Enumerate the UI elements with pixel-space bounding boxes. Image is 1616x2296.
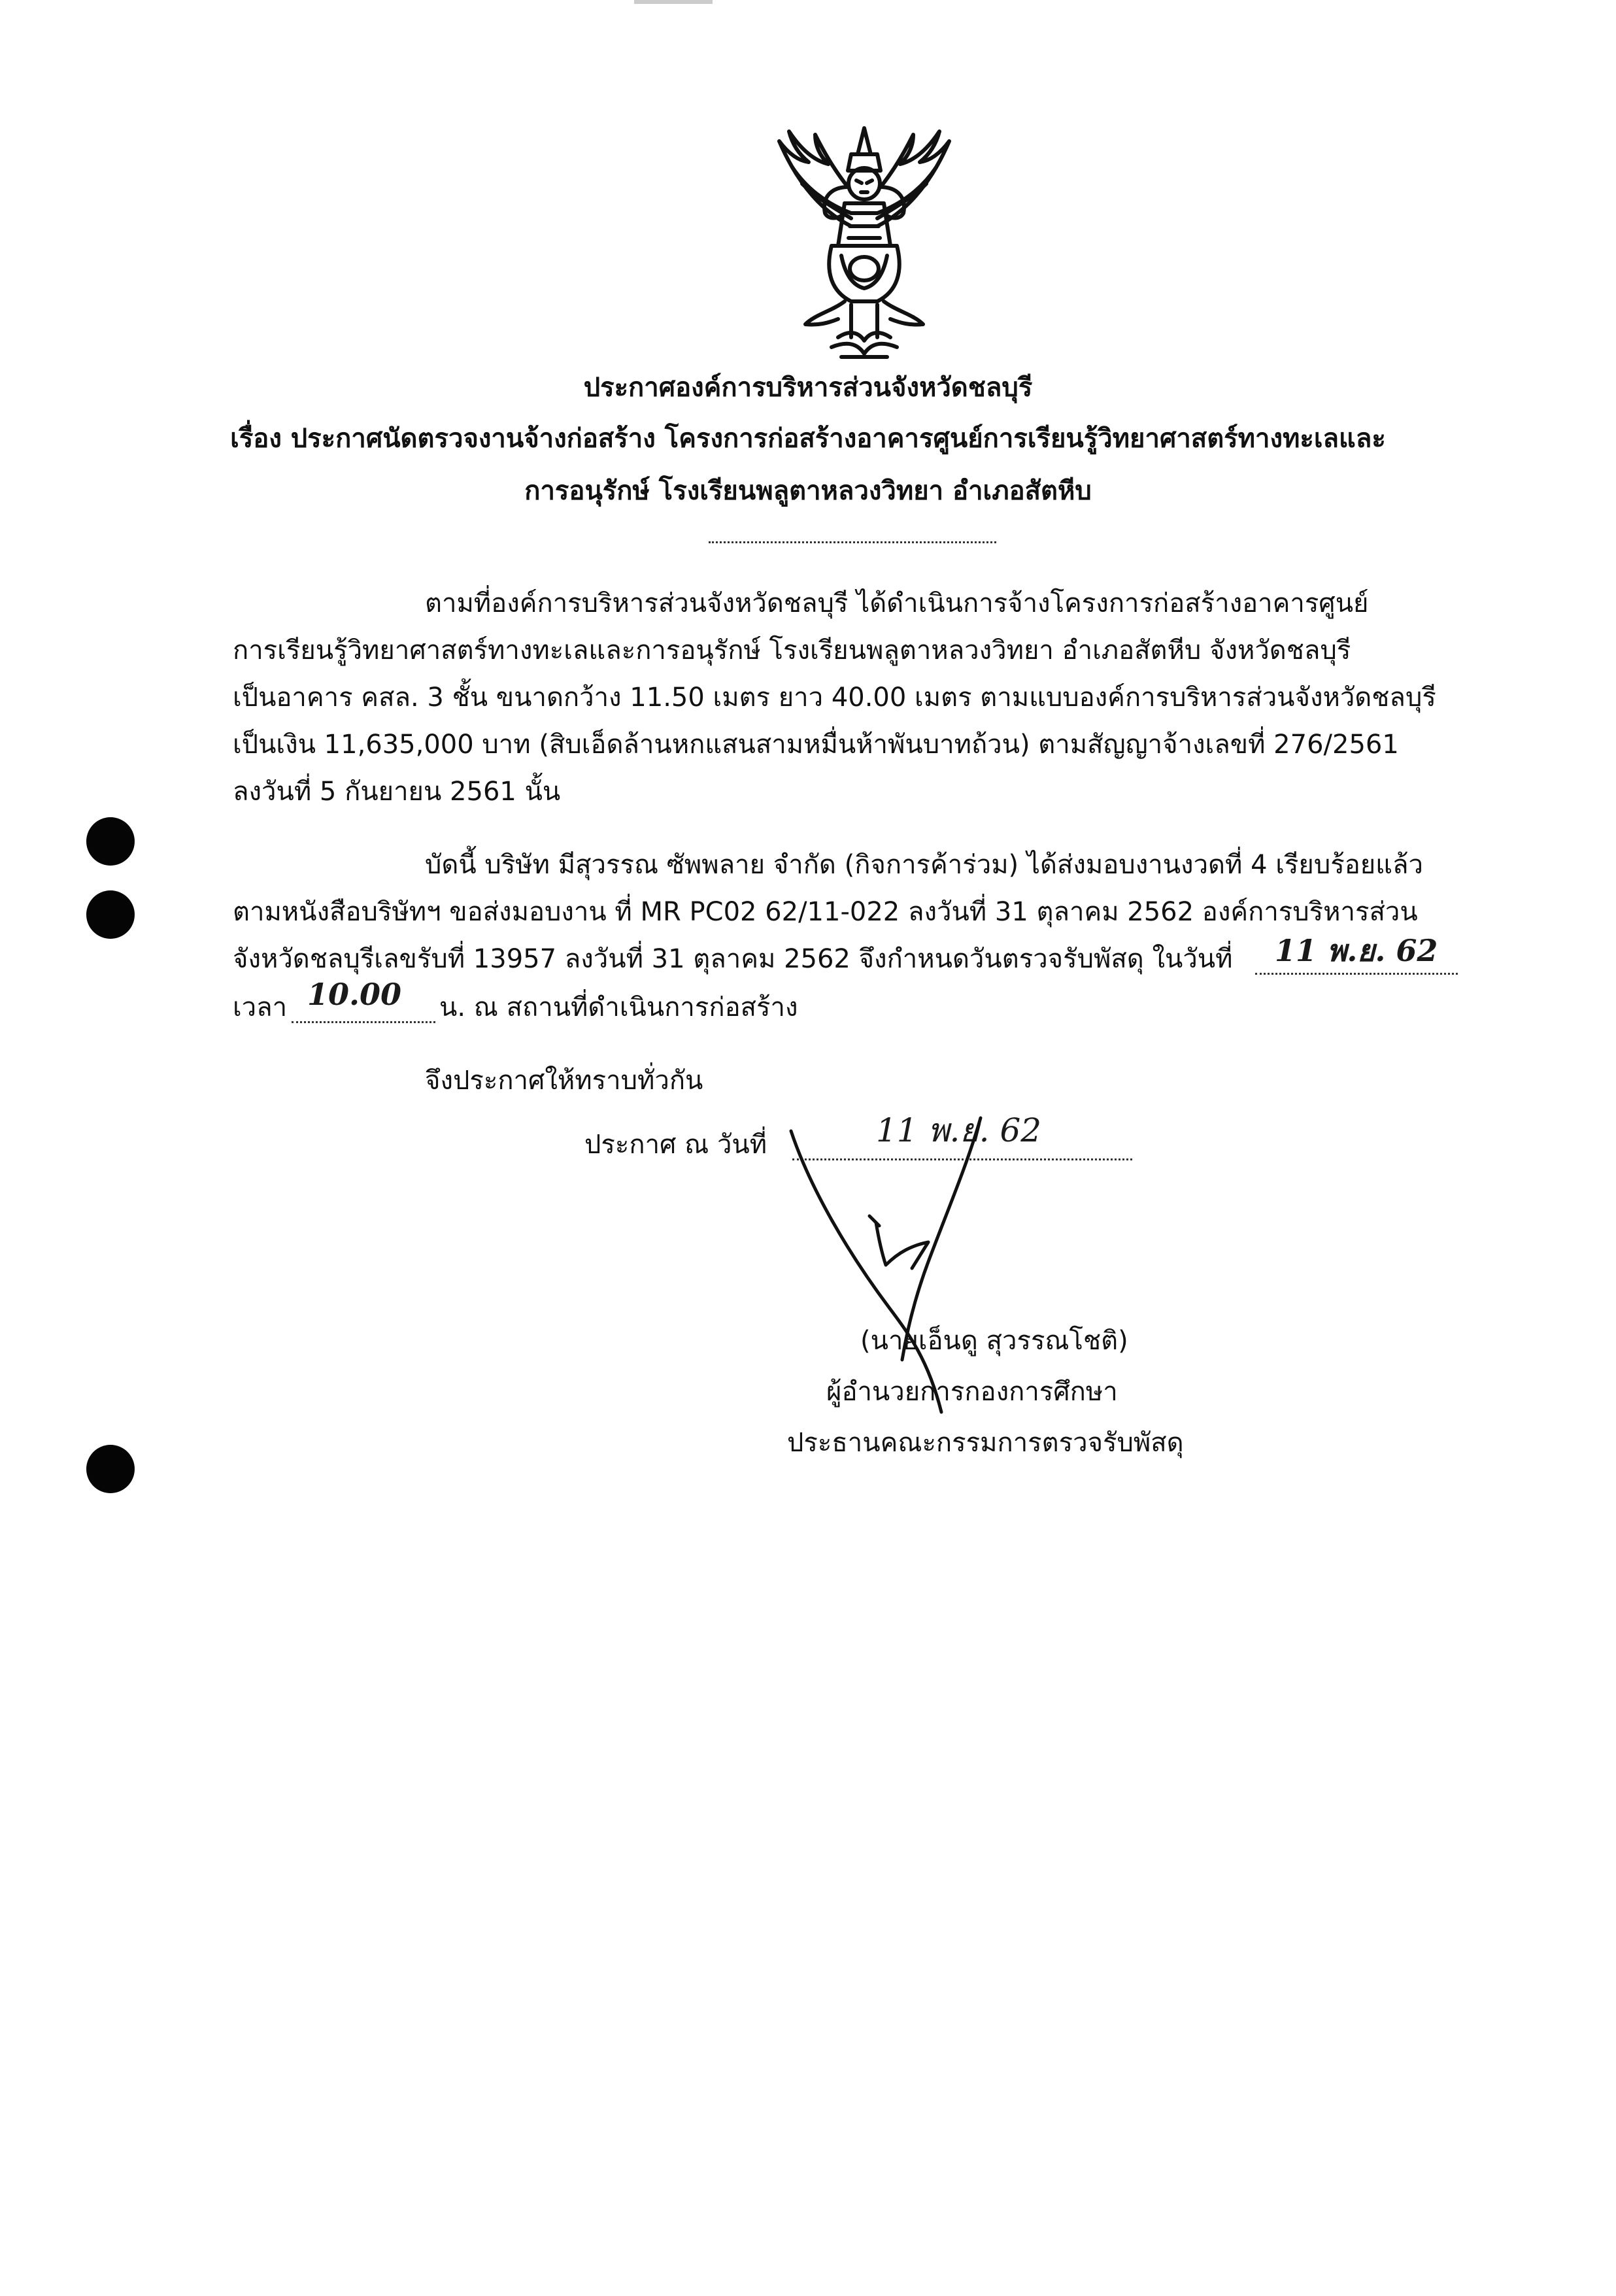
closing-text: จึงประกาศให้ทราบทั่วกัน <box>425 1066 703 1096</box>
para1-line: การเรียนรู้วิทยาศาสตร์ทางทะเลและการอนุรักษ์ โรงเรียนพลูตาหลวงวิทยา อำเภอสัตหีบ จังหวัดชลบุรี <box>233 635 1351 666</box>
para1-line: ลงวันที่ 5 กันยายน 2561 นั้น <box>233 777 561 807</box>
announce-date-label: ประกาศ ณ วันที่ <box>584 1130 767 1160</box>
header-divider <box>709 541 996 543</box>
subject-line-1: เรื่อง ประกาศนัดตรวจงานจ้างก่อสร้าง โครงการก่อสร้างอาคารศูนย์การเรียนรู้วิทยาศาสตร์ทางทะเลและ <box>230 424 1386 454</box>
para1-line: เป็นเงิน 11,635,000 บาท (สิบเอ็ดล้านหกแสนสามหมื่นห้าพันบาทถ้วน) ตามสัญญาจ้างเลขที่ 276/2561 <box>233 730 1399 760</box>
time-handwritten: 10.00 <box>307 977 402 1012</box>
para1-line: เป็นอาคาร คสล. 3 ชั้น ขนาดกว้าง 11.50 เมตร ยาว 40.00 เมตร ตามแบบองค์การบริหารส่วนจังหวัดชลบุรี <box>233 683 1436 713</box>
para1-line: ตามที่องค์การบริหารส่วนจังหวัดชลบุรี ได้ดำเนินการจ้างโครงการก่อสร้างอาคารศูนย์ <box>425 588 1369 618</box>
signatory-position: ผู้อำนวยการกองการศึกษา <box>826 1377 1118 1407</box>
announcement-title: ประกาศองค์การบริหารส่วนจังหวัดชลบุรี <box>583 373 1033 403</box>
time-blank <box>292 1021 435 1023</box>
announce-date-handwritten: 11 พ.ย. 62 <box>876 1111 1042 1149</box>
punch-hole <box>86 817 135 866</box>
signatory-committee-role: ประธานคณะกรรมการตรวจรับพัสดุ <box>787 1428 1184 1458</box>
inspection-date-handwritten: 11 พ.ย. 62 <box>1275 933 1438 968</box>
punch-hole <box>86 1445 135 1493</box>
garuda-emblem <box>753 115 975 363</box>
para2-line: ตามหนังสือบริษัทฯ ขอส่งมอบงาน ที่ MR PC02 62/11-022 ลงวันที่ 31 ตุลาคม 2562 องค์การบริหารส่วน <box>233 897 1418 927</box>
subject-line-2: การอนุรักษ์ โรงเรียนพลูตาหลวงวิทยา อำเภอสัตหีบ <box>524 476 1092 506</box>
scan-artifact <box>634 0 713 4</box>
para2-line: น. ณ สถานที่ดำเนินการก่อสร้าง <box>439 992 798 1022</box>
para2-line: บัดนี้ บริษัท มีสุวรรณ ซัพพลาย จำกัด (กิจการค้าร่วม) ได้ส่งมอบงานงวดที่ 4 เรียบร้อยแล้ว <box>425 850 1423 880</box>
time-label: เวลา <box>233 992 288 1022</box>
punch-hole <box>86 890 135 939</box>
para2-line: จังหวัดชลบุรีเลขรับที่ 13957 ลงวันที่ 31 ตุลาคม 2562 จึงกำหนดวันตรวจรับพัสดุ ในวันที่ <box>233 944 1233 974</box>
signatory-name: (นายเอ็นดู สุวรรณโชติ) <box>860 1326 1128 1356</box>
